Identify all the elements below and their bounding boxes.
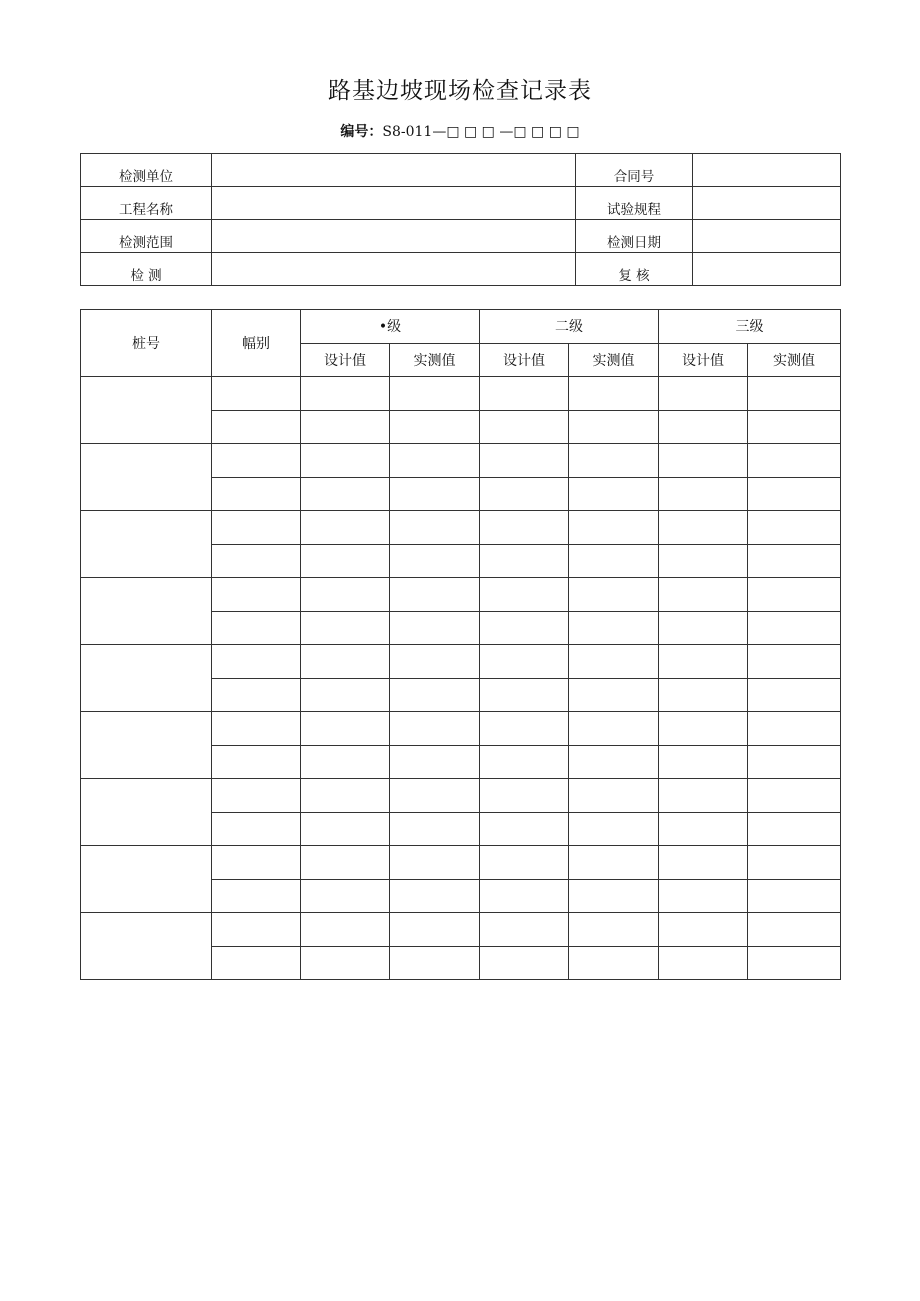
value-cell[interactable] <box>748 913 841 947</box>
width-side-cell[interactable] <box>212 712 301 746</box>
value-cell[interactable] <box>390 444 480 478</box>
value-cell[interactable] <box>659 645 748 679</box>
form-code <box>0 121 920 141</box>
value-cell[interactable] <box>748 846 841 880</box>
value-cell[interactable] <box>390 779 480 813</box>
table-row <box>81 913 841 947</box>
value-cell[interactable] <box>480 377 569 411</box>
value-cell[interactable] <box>659 812 748 846</box>
header-row-1 <box>81 310 841 344</box>
value-cell[interactable] <box>480 712 569 746</box>
value-cell[interactable] <box>480 611 569 645</box>
value-cell[interactable] <box>301 444 390 478</box>
value-cell[interactable] <box>748 712 841 746</box>
value-cell[interactable] <box>748 812 841 846</box>
value-cell[interactable] <box>569 645 659 679</box>
value-cell[interactable] <box>301 645 390 679</box>
form-code-label: 编号： <box>340 124 383 140</box>
width-side-cell[interactable] <box>212 779 301 813</box>
value-cell[interactable] <box>480 410 569 444</box>
value-cell[interactable] <box>659 444 748 478</box>
value-cell[interactable] <box>301 544 390 578</box>
level-2-header: 二级 <box>480 310 659 344</box>
value-cell[interactable] <box>748 377 841 411</box>
width-side-header: 幅别 <box>212 310 301 377</box>
info-value-field[interactable] <box>693 154 841 187</box>
value-cell[interactable] <box>390 410 480 444</box>
value-cell[interactable] <box>569 779 659 813</box>
value-cell[interactable] <box>569 444 659 478</box>
table-row <box>81 444 841 478</box>
table-row <box>81 511 841 545</box>
value-cell[interactable] <box>390 946 480 980</box>
measured-value-header: 实测值 <box>748 343 841 377</box>
value-cell[interactable] <box>748 745 841 779</box>
value-cell[interactable] <box>390 712 480 746</box>
measured-value-header: 实测值 <box>569 343 659 377</box>
value-cell[interactable] <box>480 544 569 578</box>
station-cell[interactable] <box>81 645 212 712</box>
value-cell[interactable] <box>390 377 480 411</box>
value-cell[interactable] <box>480 444 569 478</box>
value-cell[interactable] <box>301 879 390 913</box>
width-side-cell[interactable] <box>212 578 301 612</box>
value-cell[interactable] <box>569 578 659 612</box>
width-side-cell[interactable] <box>212 946 301 980</box>
station-cell[interactable] <box>81 846 212 913</box>
value-cell[interactable] <box>569 745 659 779</box>
info-label: 试验规程 <box>576 187 693 220</box>
info-label: 工程名称 <box>81 187 212 220</box>
value-cell[interactable] <box>480 745 569 779</box>
value-cell[interactable] <box>480 913 569 947</box>
value-cell[interactable] <box>480 477 569 511</box>
value-cell[interactable] <box>301 410 390 444</box>
design-value-header: 设计值 <box>480 343 569 377</box>
value-cell[interactable] <box>659 846 748 880</box>
station-cell[interactable] <box>81 779 212 846</box>
info-label: 检 测 <box>81 253 212 286</box>
value-cell[interactable] <box>659 779 748 813</box>
value-cell[interactable] <box>748 678 841 712</box>
form-code-value: S8-011—□ □ □ —□ □ □ □ <box>382 124 580 140</box>
width-side-cell[interactable] <box>212 745 301 779</box>
info-label: 合同号 <box>576 154 693 187</box>
level-1-header: •级 <box>301 310 480 344</box>
value-cell[interactable] <box>659 913 748 947</box>
info-value-field[interactable] <box>212 220 576 253</box>
value-cell[interactable] <box>659 578 748 612</box>
info-row <box>81 187 841 220</box>
value-cell[interactable] <box>301 745 390 779</box>
width-side-cell[interactable] <box>212 410 301 444</box>
value-cell[interactable] <box>390 678 480 712</box>
width-side-cell[interactable] <box>212 477 301 511</box>
info-value-field[interactable] <box>212 253 576 286</box>
value-cell[interactable] <box>480 946 569 980</box>
station-cell[interactable] <box>81 712 212 779</box>
width-side-cell[interactable] <box>212 812 301 846</box>
value-cell[interactable] <box>480 578 569 612</box>
value-cell[interactable] <box>569 712 659 746</box>
width-side-cell[interactable] <box>212 377 301 411</box>
table-row <box>81 645 841 679</box>
value-cell[interactable] <box>301 377 390 411</box>
width-side-cell[interactable] <box>212 645 301 679</box>
table-row <box>81 578 841 612</box>
value-cell[interactable] <box>390 846 480 880</box>
value-cell[interactable] <box>301 846 390 880</box>
value-cell[interactable] <box>301 678 390 712</box>
value-cell[interactable] <box>748 544 841 578</box>
info-row <box>81 220 841 253</box>
info-label: 复 核 <box>576 253 693 286</box>
value-cell[interactable] <box>480 645 569 679</box>
value-cell[interactable] <box>301 779 390 813</box>
value-cell[interactable] <box>748 410 841 444</box>
inspection-table <box>80 309 841 980</box>
width-side-cell[interactable] <box>212 544 301 578</box>
station-cell[interactable] <box>81 913 212 980</box>
value-cell[interactable] <box>748 779 841 813</box>
value-cell[interactable] <box>569 377 659 411</box>
table-row <box>81 712 841 746</box>
value-cell[interactable] <box>748 879 841 913</box>
value-cell[interactable] <box>480 678 569 712</box>
value-cell[interactable] <box>569 678 659 712</box>
value-cell[interactable] <box>569 477 659 511</box>
measured-value-header: 实测值 <box>390 343 480 377</box>
info-value-field[interactable] <box>212 154 576 187</box>
width-side-cell[interactable] <box>212 913 301 947</box>
station-cell[interactable] <box>81 511 212 578</box>
value-cell[interactable] <box>390 477 480 511</box>
value-cell[interactable] <box>480 812 569 846</box>
value-cell[interactable] <box>390 578 480 612</box>
width-side-cell[interactable] <box>212 879 301 913</box>
value-cell[interactable] <box>569 812 659 846</box>
value-cell[interactable] <box>480 511 569 545</box>
table-row <box>81 779 841 813</box>
value-cell[interactable] <box>301 913 390 947</box>
value-cell[interactable] <box>480 879 569 913</box>
value-cell[interactable] <box>569 946 659 980</box>
value-cell[interactable] <box>659 377 748 411</box>
value-cell[interactable] <box>659 745 748 779</box>
width-side-cell[interactable] <box>212 846 301 880</box>
value-cell[interactable] <box>301 511 390 545</box>
width-side-cell[interactable] <box>212 611 301 645</box>
value-cell[interactable] <box>659 712 748 746</box>
value-cell[interactable] <box>659 611 748 645</box>
value-cell[interactable] <box>659 511 748 545</box>
value-cell[interactable] <box>390 745 480 779</box>
info-label: 检测日期 <box>576 220 693 253</box>
width-side-cell[interactable] <box>212 444 301 478</box>
value-cell[interactable] <box>390 511 480 545</box>
value-cell[interactable] <box>480 779 569 813</box>
value-cell[interactable] <box>390 879 480 913</box>
value-cell[interactable] <box>659 544 748 578</box>
value-cell[interactable] <box>748 444 841 478</box>
value-cell[interactable] <box>748 477 841 511</box>
value-cell[interactable] <box>748 645 841 679</box>
value-cell[interactable] <box>748 578 841 612</box>
value-cell[interactable] <box>390 913 480 947</box>
value-cell[interactable] <box>659 477 748 511</box>
value-cell[interactable] <box>301 812 390 846</box>
station-cell[interactable] <box>81 444 212 511</box>
info-value-field[interactable] <box>212 187 576 220</box>
info-value-field[interactable] <box>693 253 841 286</box>
level-3-header: 三级 <box>659 310 841 344</box>
info-label: 检测单位 <box>81 154 212 187</box>
value-cell[interactable] <box>390 812 480 846</box>
value-cell[interactable] <box>659 879 748 913</box>
value-cell[interactable] <box>569 511 659 545</box>
station-cell[interactable] <box>81 377 212 444</box>
value-cell[interactable] <box>390 611 480 645</box>
value-cell[interactable] <box>569 846 659 880</box>
width-side-cell[interactable] <box>212 511 301 545</box>
value-cell[interactable] <box>301 477 390 511</box>
info-value-field[interactable] <box>693 220 841 253</box>
table-row <box>81 377 841 411</box>
value-cell[interactable] <box>569 913 659 947</box>
info-label: 检测范围 <box>81 220 212 253</box>
value-cell[interactable] <box>390 544 480 578</box>
info-table <box>80 153 841 286</box>
value-cell[interactable] <box>569 544 659 578</box>
value-cell[interactable] <box>748 611 841 645</box>
value-cell[interactable] <box>748 511 841 545</box>
design-value-header: 设计值 <box>301 343 390 377</box>
value-cell[interactable] <box>569 879 659 913</box>
table-row <box>81 846 841 880</box>
value-cell[interactable] <box>301 578 390 612</box>
value-cell[interactable] <box>301 611 390 645</box>
value-cell[interactable] <box>301 712 390 746</box>
info-value-field[interactable] <box>693 187 841 220</box>
value-cell[interactable] <box>480 846 569 880</box>
width-side-cell[interactable] <box>212 678 301 712</box>
value-cell[interactable] <box>659 946 748 980</box>
design-value-header: 设计值 <box>659 343 748 377</box>
station-cell[interactable] <box>81 578 212 645</box>
form-title: 路基边坡现场检查记录表 <box>328 78 592 104</box>
info-row <box>81 154 841 187</box>
value-cell[interactable] <box>569 410 659 444</box>
value-cell[interactable] <box>390 645 480 679</box>
value-cell[interactable] <box>569 611 659 645</box>
value-cell[interactable] <box>301 946 390 980</box>
value-cell[interactable] <box>748 946 841 980</box>
value-cell[interactable] <box>659 410 748 444</box>
info-row <box>81 253 841 286</box>
value-cell[interactable] <box>659 678 748 712</box>
station-header: 桩号 <box>81 310 212 377</box>
